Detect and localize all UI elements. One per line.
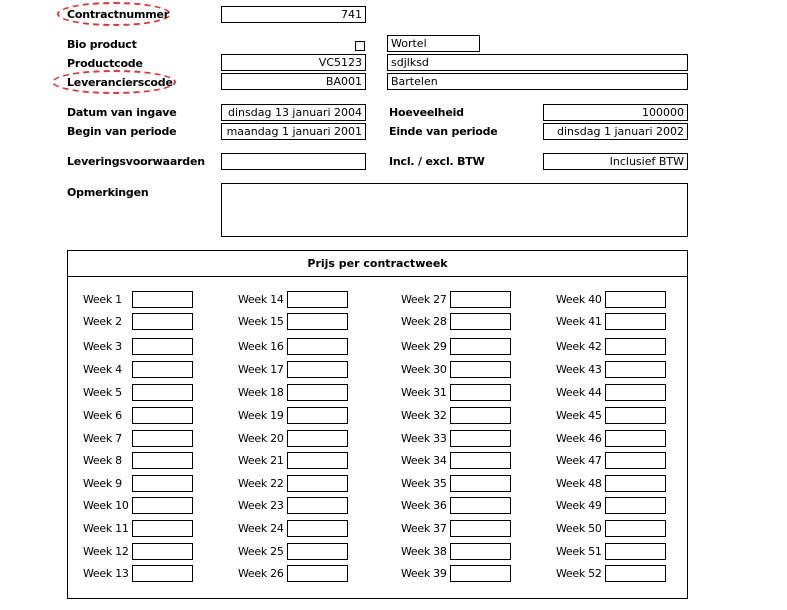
week-price-field[interactable] [450,338,511,355]
einde-van-periode-field[interactable]: dinsdag 1 januari 2002 [543,123,688,140]
week-label: Week 42 [556,340,602,353]
week-price-field[interactable] [132,313,193,330]
week-label: Week 37 [401,522,447,535]
week-label: Week 30 [401,363,447,376]
week-price-field[interactable] [287,452,348,469]
week-price-field[interactable] [132,475,193,492]
week-price-field[interactable] [450,565,511,582]
week-price-field[interactable] [605,497,666,514]
week-label: Week 2 [83,315,122,328]
week-price-field[interactable] [605,430,666,447]
leveranciercode-field[interactable]: BA001 [221,73,366,90]
week-price-field[interactable] [605,565,666,582]
week-price-field[interactable] [450,430,511,447]
week-label: Week 25 [238,545,284,558]
week-price-field[interactable] [605,407,666,424]
week-price-field[interactable] [132,543,193,560]
week-price-field[interactable] [132,361,193,378]
week-label: Week 38 [401,545,447,558]
week-label: Week 32 [401,409,447,422]
week-label: Week 14 [238,293,284,306]
leverancier-name-field[interactable]: Bartelen [387,73,688,90]
week-label: Week 13 [83,567,129,580]
week-label: Week 50 [556,522,602,535]
week-label: Week 4 [83,363,122,376]
week-price-field[interactable] [287,361,348,378]
week-label: Week 9 [83,477,122,490]
week-label: Week 12 [83,545,129,558]
week-price-field[interactable] [605,338,666,355]
week-label: Week 28 [401,315,447,328]
week-label: Week 10 [83,499,129,512]
week-label: Week 24 [238,522,284,535]
week-label: Week 6 [83,409,122,422]
week-label: Week 8 [83,454,122,467]
datum-van-ingave-field[interactable]: dinsdag 13 januari 2004 [221,104,366,121]
week-label: Week 49 [556,499,602,512]
week-label: Week 35 [401,477,447,490]
leveringsvoorwaarden-field[interactable] [221,153,366,170]
opmerkingen-field[interactable] [221,183,688,237]
prijs-per-contractweek-panel [67,250,688,599]
datum-van-ingave-label: Datum van ingave [67,106,177,119]
week-label: Week 26 [238,567,284,580]
week-label: Week 18 [238,386,284,399]
productcode-label: Productcode [67,57,143,70]
week-price-field[interactable] [605,543,666,560]
week-price-field[interactable] [132,384,193,401]
leveringsvoorwaarden-label: Leveringsvoorwaarden [67,155,205,168]
week-label: Week 44 [556,386,602,399]
week-price-field[interactable] [605,291,666,308]
week-label: Week 3 [83,340,122,353]
week-label: Week 43 [556,363,602,376]
week-label: Week 48 [556,477,602,490]
week-price-field[interactable] [450,475,511,492]
week-label: Week 27 [401,293,447,306]
week-price-field[interactable] [605,475,666,492]
week-label: Week 17 [238,363,284,376]
week-price-field[interactable] [287,475,348,492]
week-price-field[interactable] [605,452,666,469]
week-label: Week 20 [238,432,284,445]
week-price-field[interactable] [605,520,666,537]
week-label: Week 31 [401,386,447,399]
week-price-field[interactable] [450,497,511,514]
week-price-field[interactable] [132,430,193,447]
opmerkingen-label: Opmerkingen [67,186,149,199]
week-price-field[interactable] [132,338,193,355]
week-label: Week 1 [83,293,122,306]
week-price-field[interactable] [287,313,348,330]
week-price-field[interactable] [287,520,348,537]
week-label: Week 5 [83,386,122,399]
bio-product-checkbox[interactable] [355,41,365,51]
week-label: Week 46 [556,432,602,445]
week-price-field[interactable] [287,543,348,560]
week-label: Week 23 [238,499,284,512]
week-label: Week 16 [238,340,284,353]
week-label: Week 21 [238,454,284,467]
contractnummer-label: Contractnummer [67,8,170,21]
week-price-field[interactable] [450,384,511,401]
panel-title: Prijs per contractweek [68,251,687,277]
begin-van-periode-label: Begin van periode [67,125,177,138]
week-price-field[interactable] [132,520,193,537]
hoeveelheid-field[interactable]: 100000 [543,104,688,121]
week-price-field[interactable] [450,543,511,560]
week-price-field[interactable] [450,520,511,537]
einde-van-periode-label: Einde van periode [389,125,498,138]
week-label: Week 39 [401,567,447,580]
week-label: Week 22 [238,477,284,490]
week-price-field[interactable] [287,384,348,401]
week-price-field[interactable] [450,407,511,424]
week-price-field[interactable] [287,430,348,447]
bio-product-label: Bio product [67,38,137,51]
btw-label: Incl. / excl. BTW [389,155,485,168]
week-label: Week 11 [83,522,129,535]
week-price-field[interactable] [450,291,511,308]
productcode-field[interactable]: VC5123 [221,54,366,71]
week-label: Week 15 [238,315,284,328]
week-price-field[interactable] [605,313,666,330]
week-price-field[interactable] [605,384,666,401]
week-price-field[interactable] [450,452,511,469]
product-description-field[interactable]: sdjlksd [387,54,688,71]
week-label: Week 41 [556,315,602,328]
week-label: Week 7 [83,432,122,445]
week-label: Week 34 [401,454,447,467]
week-price-field[interactable] [450,361,511,378]
week-price-field[interactable] [287,407,348,424]
leveranciercode-label: Leverancierscode [67,76,173,89]
week-label: Week 45 [556,409,602,422]
week-label: Week 51 [556,545,602,558]
week-label: Week 36 [401,499,447,512]
week-label: Week 33 [401,432,447,445]
hoeveelheid-label: Hoeveelheid [389,106,464,119]
week-price-field[interactable] [287,497,348,514]
week-price-field[interactable] [287,565,348,582]
week-price-field[interactable] [132,565,193,582]
week-price-field[interactable] [287,338,348,355]
week-price-field[interactable] [132,452,193,469]
begin-van-periode-field[interactable]: maandag 1 januari 2001 [221,123,366,140]
week-label: Week 40 [556,293,602,306]
week-price-field[interactable] [450,313,511,330]
week-price-field[interactable] [132,291,193,308]
week-price-field[interactable] [287,291,348,308]
week-label: Week 47 [556,454,602,467]
contractnummer-field[interactable]: 741 [221,6,366,23]
product-name-field[interactable]: Wortel [387,35,480,52]
week-price-field[interactable] [132,407,193,424]
week-label: Week 29 [401,340,447,353]
week-price-field[interactable] [132,497,193,514]
week-price-field[interactable] [605,361,666,378]
week-label: Week 19 [238,409,284,422]
btw-field[interactable]: Inclusief BTW [543,153,688,170]
week-label: Week 52 [556,567,602,580]
